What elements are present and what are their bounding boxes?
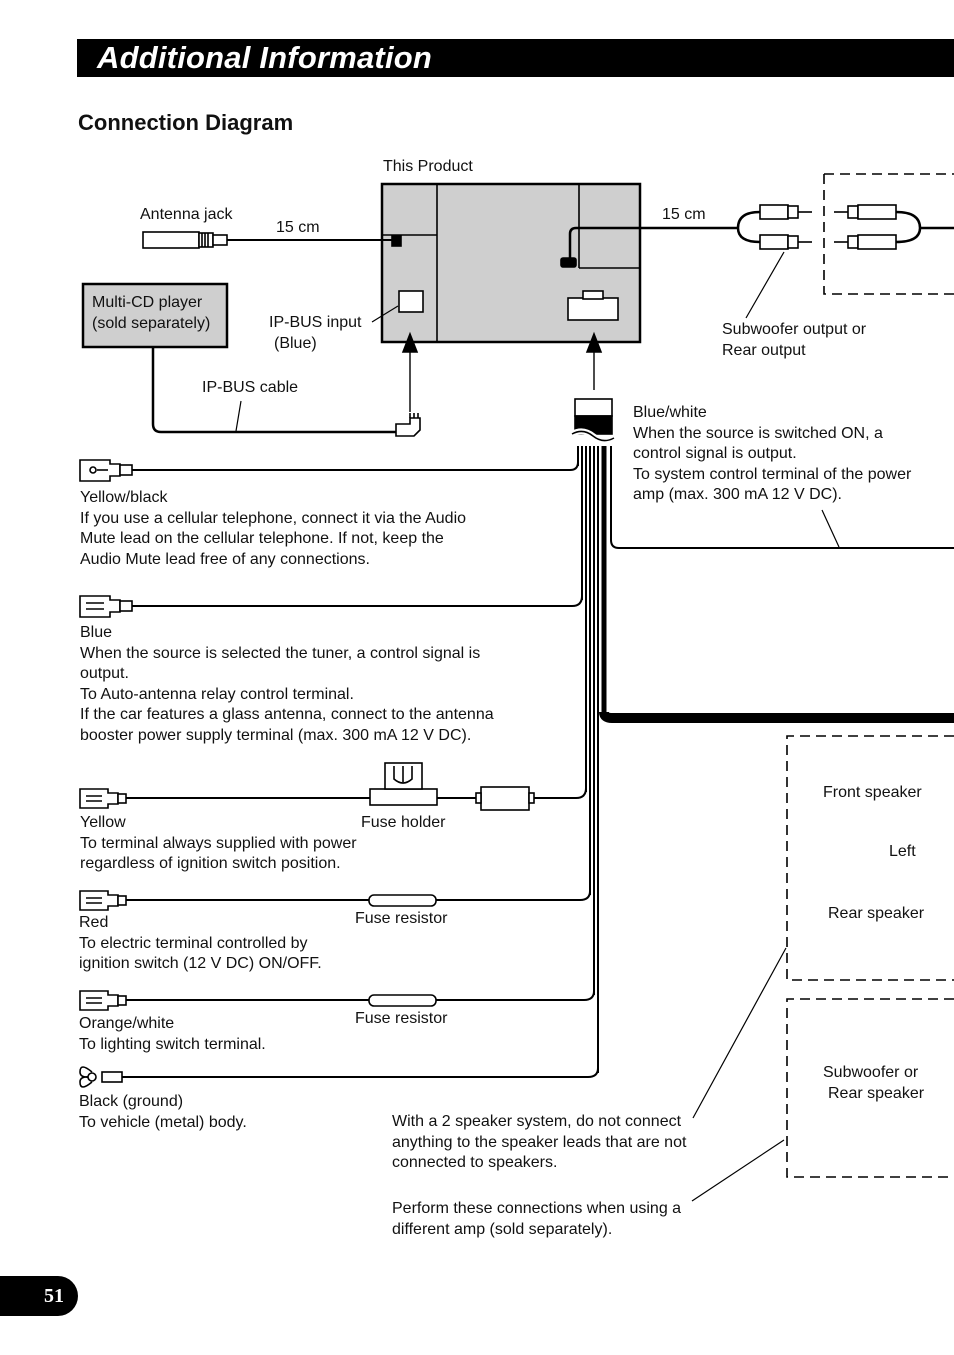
red-description: Red To electric terminal controlled by ignition switch (12 V DC) ON/OFF. <box>79 914 322 973</box>
fuse-resistor-label-orange: Fuse resistor <box>355 1010 448 1027</box>
yellow-wire <box>80 763 586 810</box>
yellow-description: Yellow To terminal always supplied with power regardless of ignition switch position. <box>80 814 357 873</box>
antenna-length-label: 15 cm <box>276 219 320 236</box>
black-ground-wire <box>80 1067 598 1087</box>
ip-bus-input-label: IP-BUS input (Blue) <box>269 314 362 352</box>
speaker-boxes <box>692 736 954 1201</box>
yellow-black-wire <box>80 460 578 481</box>
blue-white-description: Blue/white When the source is switched ON, a control signal is output. To system control terminal of the power amp (max. 300 mA 12 V DC). <box>633 404 912 504</box>
red-wire <box>80 891 590 910</box>
antenna-jack-label: Antenna jack <box>140 206 233 223</box>
subwoofer-output-label: Subwoofer output or Rear output <box>722 321 867 359</box>
yellow-black-description: Yellow/black If you use a cellular telephone, connect it via the Audio Mute lead on the cellular telephone. If not, keep the Audio Mute lead free of any connections. <box>80 489 467 568</box>
page-header-title: Additional Information <box>97 40 433 75</box>
this-product-label: This Product <box>383 158 473 175</box>
two-speaker-note: With a 2 speaker system, do not connect anything to the speaker leads that are not connected to speakers. <box>392 1113 687 1172</box>
blue-wire <box>80 596 582 617</box>
output-length-label: 15 cm <box>662 206 706 223</box>
orange-white-wire <box>80 991 594 1010</box>
page-number-badge <box>0 1276 78 1316</box>
blue-description: Blue When the source is selected the tuner, a control signal is output. To Auto-antenna relay control terminal. If the car features a glass antenna, connect to the antenna booster power supply terminal (max. 300 mA 12 V DC). <box>80 624 494 744</box>
ip-bus-cable-label: IP-BUS cable <box>202 379 299 396</box>
multi-cd-label: Multi-CD player (sold separately) <box>92 294 211 332</box>
rear-speaker-label: Rear speaker <box>828 905 925 922</box>
orange-white-description: Orange/white To lighting switch terminal. <box>79 1015 266 1053</box>
left-label: Left <box>889 843 916 860</box>
antenna-jack <box>143 232 395 248</box>
page-number: 51 <box>44 1285 64 1307</box>
black-description: Black (ground) To vehicle (metal) body. <box>79 1093 247 1131</box>
fuse-holder-label: Fuse holder <box>361 814 446 831</box>
front-speaker-label: Front speaker <box>823 784 922 801</box>
fuse-resistor-label-red: Fuse resistor <box>355 910 448 927</box>
subwoofer-speaker-label: Subwoofer or Rear speaker <box>823 1064 925 1102</box>
amp-note: Perform these connections when using a different amp (sold separately). <box>392 1200 682 1238</box>
section-title: Connection Diagram <box>78 110 294 135</box>
product-unit <box>382 184 640 342</box>
